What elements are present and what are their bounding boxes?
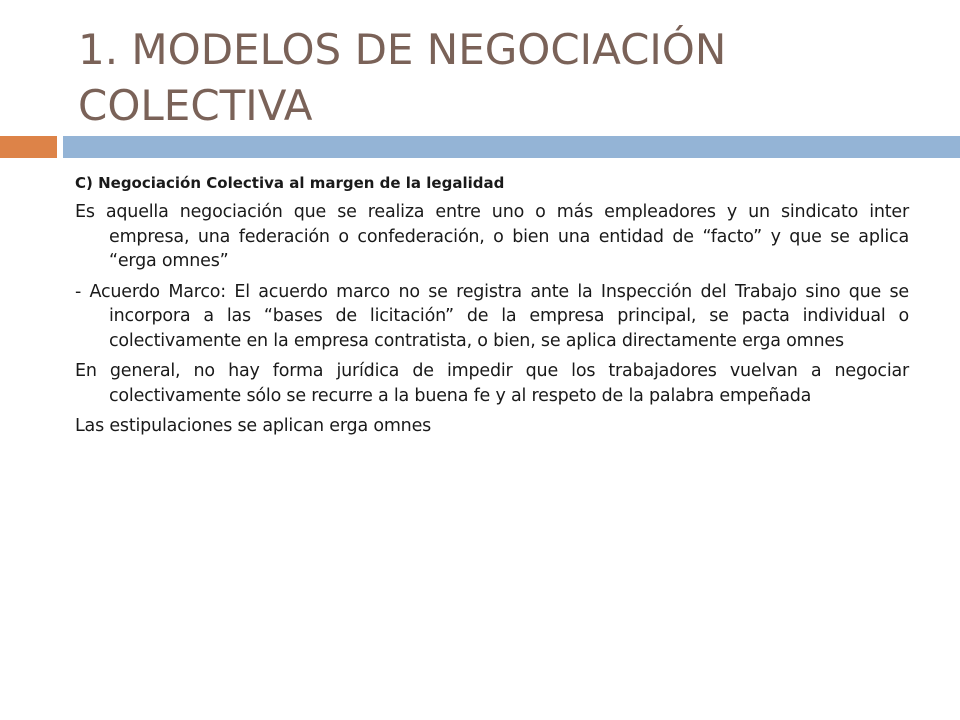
slide-title: 1. MODELOS DE NEGOCIACIÓN COLECTIVA [78,25,727,130]
paragraph-definition: Es aquella negociación que se realiza entre uno o más empleadores y un sindicato inter empresa, una federación o confederación, o bien una entidad de “facto” y que se aplica “erga omnes” [75,202,909,271]
section-subheading: C) Negociación Colectiva al margen de la legalidad [75,174,505,192]
paragraph-acuerdo-marco: - Acuerdo Marco: El acuerdo marco no se registra ante la Inspección del Trabajo sino que se incorpora a las “bases de licitación” de la empresa principal, se pacta individual o colectivamente en la empresa contratista, o bien, se aplica directamente erga omnes [75,281,909,351]
accent-band-blue [63,136,960,158]
slide-content [75,172,909,445]
paragraph-estipulaciones: Las estipulaciones se aplican erga omnes [75,416,432,436]
accent-band-orange [0,136,57,158]
paragraph-en-general: En general, no hay forma jurídica de impedir que los trabajadores vuelvan a negociar colectivamente sólo se recurre a la buena fe y al respeto de la palabra empeñada [75,361,909,406]
